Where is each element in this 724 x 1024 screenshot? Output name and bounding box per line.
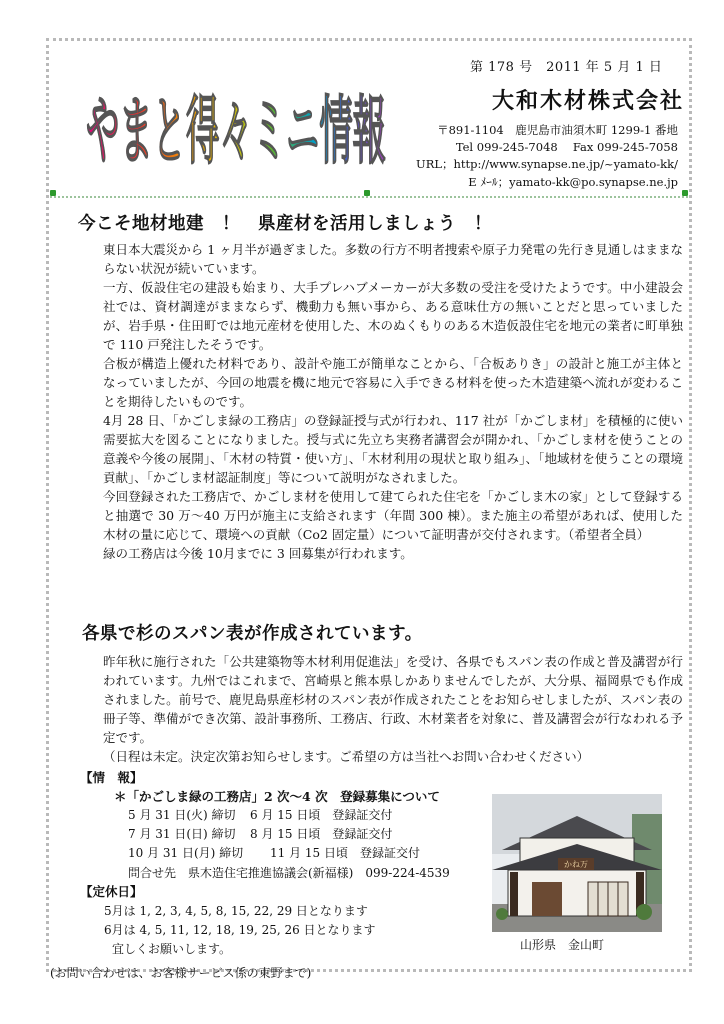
schedule-deadline: 5 月 31 日(火) 締切 <box>128 808 236 822</box>
company-url[interactable]: URL；http://www.synapse.ne.jp/~yamato-kk/ <box>416 157 678 171</box>
article-2-title: 各県で杉のスパン表が作成されています。 <box>82 624 423 644</box>
company-address: 〒891-1104 鹿児島市油須木町 1299-1 番地 <box>437 123 678 137</box>
footer-note: (お問い合わせは、お客様サービス係の東野まで) <box>50 966 312 980</box>
shop-sign: かね万 <box>564 860 588 869</box>
holidays-may: 5月は 1, 2, 3, 4, 5, 8, 15, 22, 29 日となります <box>104 904 368 918</box>
article-1-body <box>103 240 683 563</box>
schedule-issue: 11 月 15 日頃 登録証交付 <box>270 846 420 860</box>
schedule-deadline: 7 月 31 日(日) 締切 <box>128 827 236 841</box>
divider-dot-right <box>682 190 688 196</box>
divider-dot-center <box>364 190 370 196</box>
svg-text:やまと得々ミニ情報: やまと得々ミニ情報 <box>86 87 386 175</box>
divider-dot-left <box>50 190 56 196</box>
holidays-closing: 宜しくお願いします。 <box>112 942 232 956</box>
photo-caption: 山形県 金山町 <box>520 938 605 952</box>
info-heading-prefix: ＊「かごしま緑の工務店」2 次～4 次 <box>114 789 341 804</box>
company-name: 大和木材株式会社 <box>492 89 685 114</box>
info-heading-bold: 登録募集について <box>340 789 440 804</box>
info-heading <box>114 787 440 805</box>
newsletter-logo <box>82 48 392 186</box>
schedule-issue: 6 月 15 日頃 登録証交付 <box>250 808 393 822</box>
article-2-body <box>103 652 683 766</box>
info-label: 【情 報】 <box>80 770 143 785</box>
house-photo <box>492 794 662 932</box>
article-1-paragraph: 今回登録された工務店で、かごしま材を使用して建てられた住宅を「かごしま木の家」として登録すると抽選で 30 万～40 万円が施主に支給されます（年間 300 棟）。また施主の希望があれば、使用した木材の量に応じて、環境への貢献（Co2 固定量）について証明書が交付されます。（希望者全員） <box>103 489 683 542</box>
issue-line: 第 178 号 2011 年 5 月 1 日 <box>470 60 663 75</box>
schedule-deadline: 10 月 31 日(月) 締切 <box>128 846 244 860</box>
holidays-june: 6月は 4, 5, 11, 12, 18, 19, 25, 26 日となります <box>104 923 376 937</box>
article-1-paragraph: 4月 28 日、「かごしま緑の工務店」の登録証授与式が行われ、117 社が「かごしま材」を積極的に使い需要拡大を図ることになりました。授与式に先立ち実務者講習会が開かれ、「かごしま材を使うことの意義や今後の展開」、「木材の特質・使い方」、「木材利用の現状と取り組み」、「地域材を使うことの環境貢献」、「かごしま材認証制度」等について説明がなされました。 <box>103 413 683 485</box>
article-1-title: 今こそ地材地建 ！ 県産材を活用しましょう ！ <box>78 214 492 234</box>
article-1-paragraph: 合板が構造上優れた材料であり、設計や施工が簡単なことから、「合板ありき」の設計と施工が主体となっていましたが、今回の地震を機に地元で容易に入手できる材料を使った木造建築へ流れが変わることを期待したいものです。 <box>103 356 683 409</box>
article-1-paragraph: 緑の工務店は今後 10月までに 3 回募集が行われます。 <box>103 546 413 561</box>
schedule-issue: 8 月 15 日頃 登録証交付 <box>250 827 393 841</box>
company-email[interactable]: E ﾒｰﾙ；yamato-kk@po.synapse.ne.jp <box>468 175 678 189</box>
holidays-label: 【定休日】 <box>80 884 143 899</box>
info-contact: 問合せ先 県木造住宅推進協議会(新福様) 099-224-4539 <box>128 866 450 880</box>
article-1-paragraph: 一方、仮設住宅の建設も始まり、大手プレハブメーカーが大多数の受注を受けたようです。中小建設会社では、資材調達がままならず、機動力も無い事から、ある意味仕方の無いことだと思っていましたが、岩手県・住田町では地元産材を使用した、木のぬくもりのある木造仮設住宅を地元の業者に町単独で 110 戸発注したそうです。 <box>103 280 683 352</box>
company-phone-fax: Tel 099-245-7048 Fax 099-245-7058 <box>455 140 678 154</box>
header-divider <box>50 196 688 198</box>
article-2-paragraph: 昨年秋に施行された「公共建築物等木材利用促進法」を受け、各県でもスパン表の作成と普及講習が行われています。九州ではこれまで、宮崎県と熊本県しかありませんでしたが、大分県、福岡県でも作成されました。前号で、鹿児島県産杉材のスパン表が作成されたことをお知らせしましたが、スパン表の冊子等、準備ができ次第、設計事務所、工務店、行政、木材業者を対象に、普及講習会が行なわれる予定です。 <box>103 654 683 745</box>
article-1-paragraph: 東日本大震災から 1 ヶ月半が過ぎました。多数の行方不明者捜索や原子力発電の先行き見通しはままならない状況が続いています。 <box>103 242 683 276</box>
article-2-paragraph: （日程は未定。決定次第お知らせします。ご希望の方は当社へお問い合わせください） <box>103 749 590 764</box>
